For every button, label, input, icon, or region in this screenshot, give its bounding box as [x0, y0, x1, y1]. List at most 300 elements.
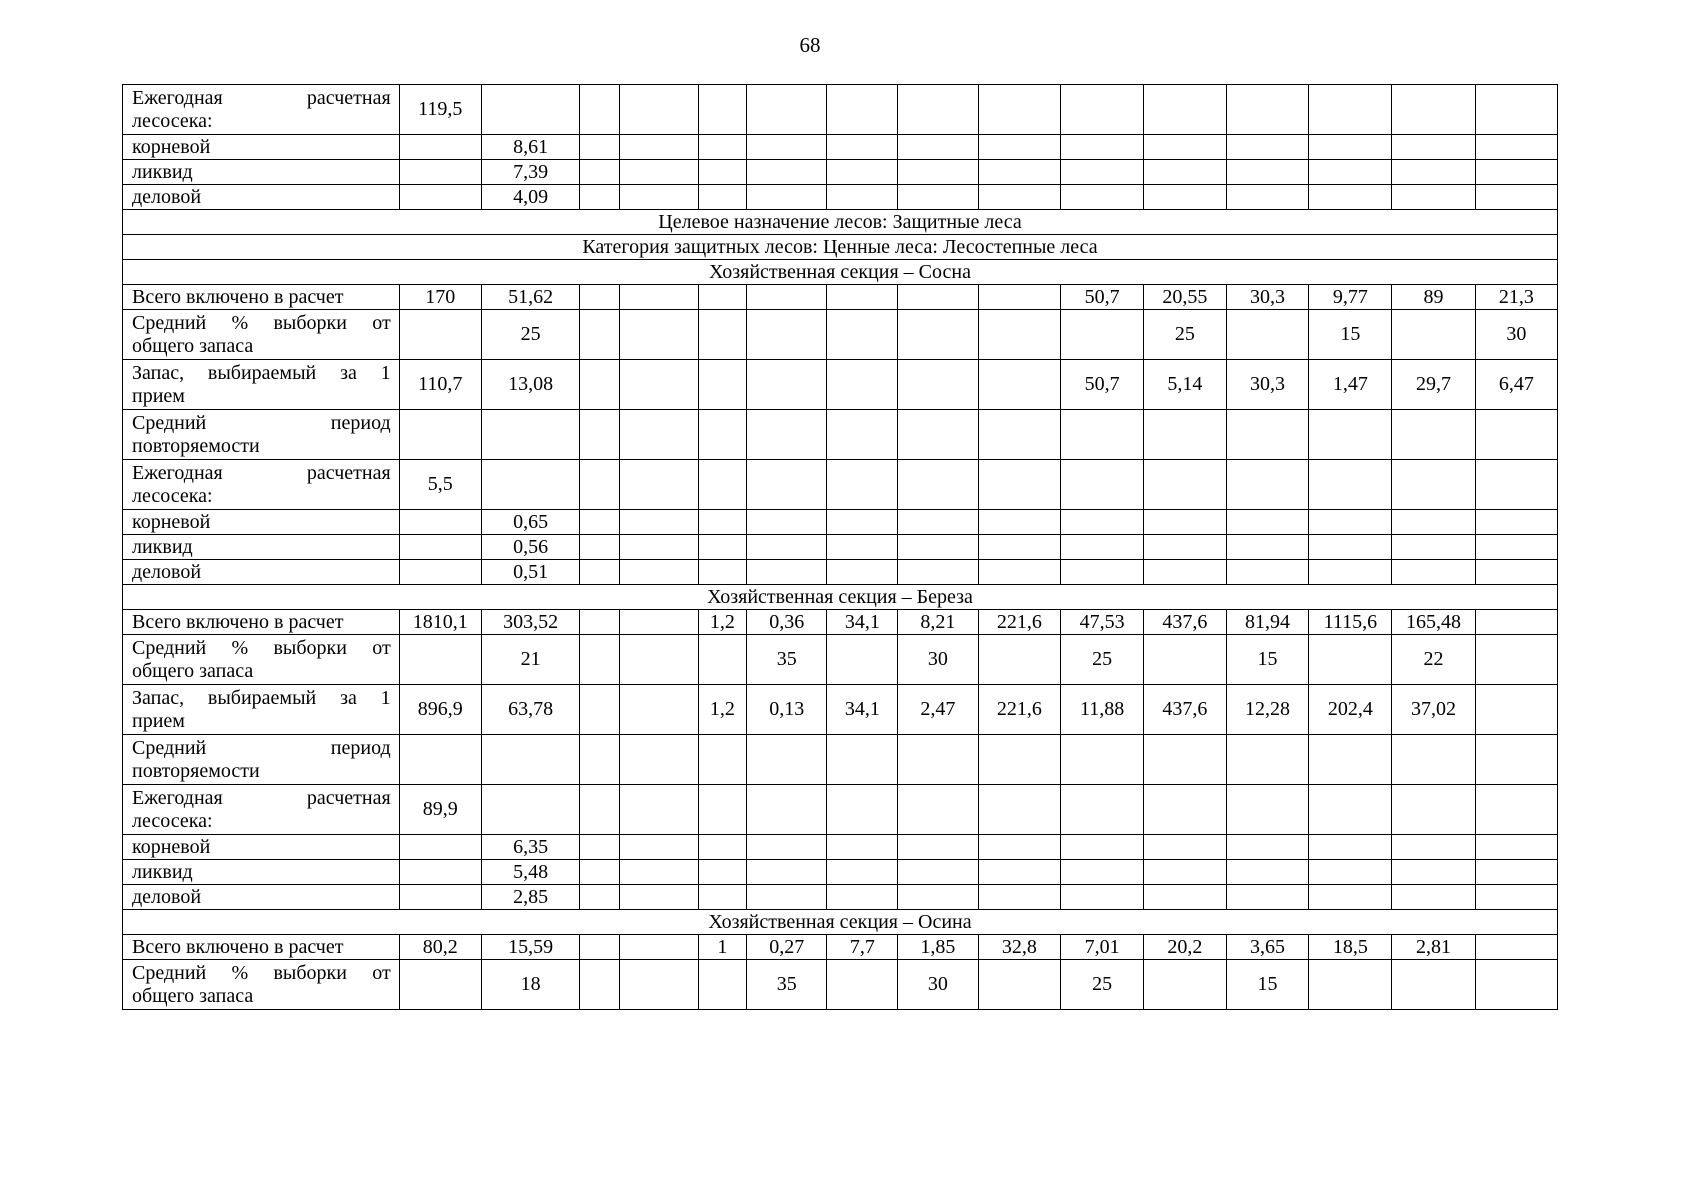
table-cell [827, 535, 898, 560]
table-cell [1226, 410, 1309, 460]
table-cell: 1 [698, 935, 746, 960]
table-cell: 50,7 [1061, 360, 1144, 410]
table-cell [619, 835, 698, 860]
table-cell [898, 735, 978, 785]
table-cell [1226, 510, 1309, 535]
row-label: Средний период повторяемости [123, 410, 400, 460]
row-label: деловой [123, 185, 400, 210]
table-cell [1392, 735, 1475, 785]
table-cell [827, 735, 898, 785]
table-cell: 0,51 [481, 560, 579, 585]
row-label: ликвид [123, 535, 400, 560]
table-cell: 170 [399, 285, 481, 310]
table-cell [580, 460, 620, 510]
table-row [123, 635, 1558, 685]
table-cell [1309, 835, 1392, 860]
table-cell [481, 85, 579, 135]
table-cell [827, 185, 898, 210]
table-cell [1143, 135, 1226, 160]
table-cell: 20,2 [1143, 935, 1226, 960]
table-cell [580, 735, 620, 785]
table-cell: 81,94 [1226, 610, 1309, 635]
table-cell: 35 [747, 960, 827, 1010]
table-cell [619, 460, 698, 510]
table-cell [580, 610, 620, 635]
table-cell [978, 410, 1061, 460]
table-cell [827, 160, 898, 185]
table-cell: 1,2 [698, 685, 746, 735]
table-cell: 34,1 [827, 610, 898, 635]
table-cell: 20,55 [1143, 285, 1226, 310]
table-cell [827, 510, 898, 535]
table-cell [698, 360, 746, 410]
table-cell: 63,78 [481, 685, 579, 735]
table-cell [827, 885, 898, 910]
row-label: Всего включено в расчет [123, 935, 400, 960]
table-cell [1143, 535, 1226, 560]
table-cell: 18 [481, 960, 579, 1010]
table-cell: 6,47 [1475, 360, 1557, 410]
table-cell [698, 560, 746, 585]
table-cell [1309, 535, 1392, 560]
table-cell [827, 285, 898, 310]
table-cell [1061, 160, 1144, 185]
table-cell [1475, 410, 1557, 460]
section-header-row [123, 235, 1558, 260]
table-cell: 7,7 [827, 935, 898, 960]
table-cell [978, 960, 1061, 1010]
table-cell [1392, 160, 1475, 185]
table-cell [827, 310, 898, 360]
table-cell: 0,13 [747, 685, 827, 735]
table-cell: 21,3 [1475, 285, 1557, 310]
table-cell [698, 735, 746, 785]
table-cell [898, 310, 978, 360]
table-cell: 29,7 [1392, 360, 1475, 410]
table-cell: 8,21 [898, 610, 978, 635]
table-cell [580, 960, 620, 1010]
table-cell [1226, 860, 1309, 885]
table-cell [580, 360, 620, 410]
table-cell: 34,1 [827, 685, 898, 735]
table-cell [698, 285, 746, 310]
table-cell [1392, 835, 1475, 860]
table-cell [1226, 135, 1309, 160]
table-cell [1061, 410, 1144, 460]
table-row [123, 135, 1558, 160]
table-cell: 5,48 [481, 860, 579, 885]
table-cell [619, 785, 698, 835]
table-cell: 0,56 [481, 535, 579, 560]
table-cell [619, 635, 698, 685]
table-row [123, 185, 1558, 210]
section-header: Категория защитных лесов: Ценные леса: Лесостепные леса [123, 235, 1558, 260]
table-cell: 80,2 [399, 935, 481, 960]
table-cell: 25 [1061, 960, 1144, 1010]
table-row [123, 835, 1558, 860]
table-cell [1143, 410, 1226, 460]
table-cell [698, 960, 746, 1010]
table-cell [1475, 685, 1557, 735]
table-cell [1475, 735, 1557, 785]
table-cell: 896,9 [399, 685, 481, 735]
table-cell [747, 285, 827, 310]
table-cell [481, 410, 579, 460]
table-row [123, 685, 1558, 735]
table-cell [1309, 785, 1392, 835]
table-cell [1226, 460, 1309, 510]
table-cell [978, 85, 1061, 135]
table-cell: 30,3 [1226, 285, 1309, 310]
table-cell [827, 835, 898, 860]
table-cell [399, 560, 481, 585]
table-cell [619, 310, 698, 360]
table-cell [827, 785, 898, 835]
table-cell [619, 610, 698, 635]
row-label: Ежегодная расчетная лесосека: [123, 85, 400, 135]
table-cell: 119,5 [399, 85, 481, 135]
table-cell: 32,8 [978, 935, 1061, 960]
row-label: деловой [123, 885, 400, 910]
table-cell: 51,62 [481, 285, 579, 310]
table-cell [580, 860, 620, 885]
table-cell: 11,88 [1061, 685, 1144, 735]
table-cell [580, 835, 620, 860]
table-cell [580, 635, 620, 685]
table-cell [978, 635, 1061, 685]
row-label: Ежегодная расчетная лесосека: [123, 460, 400, 510]
table-cell [698, 310, 746, 360]
table-cell: 15 [1226, 960, 1309, 1010]
table-cell [827, 360, 898, 410]
table-cell: 15,59 [481, 935, 579, 960]
table-cell [898, 410, 978, 460]
table-cell [898, 860, 978, 885]
table-row [123, 510, 1558, 535]
table-cell [1061, 860, 1144, 885]
table-cell [580, 510, 620, 535]
table-cell [1061, 735, 1144, 785]
table-cell [619, 410, 698, 460]
table-cell [1309, 185, 1392, 210]
table-cell [580, 310, 620, 360]
table-cell: 47,53 [1061, 610, 1144, 635]
section-header-row [123, 210, 1558, 235]
table-cell [898, 785, 978, 835]
table-cell [619, 360, 698, 410]
table-cell: 13,08 [481, 360, 579, 410]
table-cell [1226, 885, 1309, 910]
table-cell: 35 [747, 635, 827, 685]
table-cell: 221,6 [978, 610, 1061, 635]
table-cell [1475, 560, 1557, 585]
table-cell [1475, 510, 1557, 535]
table-cell [898, 360, 978, 410]
table-cell [1226, 185, 1309, 210]
table-cell: 25 [1061, 635, 1144, 685]
table-cell [481, 785, 579, 835]
table-cell: 437,6 [1143, 610, 1226, 635]
table-cell [898, 560, 978, 585]
table-cell [619, 860, 698, 885]
section-header-row [123, 910, 1558, 935]
section-header: Хозяйственная секция – Осина [123, 910, 1558, 935]
section-header-row [123, 260, 1558, 285]
table-cell [827, 460, 898, 510]
table-cell [399, 185, 481, 210]
table-row [123, 860, 1558, 885]
table-cell [1475, 185, 1557, 210]
row-label: Ежегодная расчетная лесосека: [123, 785, 400, 835]
table-cell [747, 310, 827, 360]
row-label: корневой [123, 135, 400, 160]
table-cell [399, 835, 481, 860]
table-cell [747, 460, 827, 510]
table-cell [399, 310, 481, 360]
table-cell [747, 860, 827, 885]
table-cell [1309, 510, 1392, 535]
table-cell [399, 885, 481, 910]
table-cell [1143, 160, 1226, 185]
table-cell: 30 [898, 960, 978, 1010]
forest-yield-table [122, 84, 1558, 1010]
table-cell [1392, 135, 1475, 160]
table-cell [747, 360, 827, 410]
table-cell [1061, 185, 1144, 210]
table-cell: 0,27 [747, 935, 827, 960]
table-row [123, 360, 1558, 410]
table-cell [698, 410, 746, 460]
table-cell [1226, 785, 1309, 835]
table-cell: 1,2 [698, 610, 746, 635]
table-cell [580, 935, 620, 960]
table-cell [698, 785, 746, 835]
table-row [123, 160, 1558, 185]
table-row [123, 310, 1558, 360]
table-cell [1226, 535, 1309, 560]
table-cell [1061, 135, 1144, 160]
table-cell [1475, 85, 1557, 135]
table-cell [580, 410, 620, 460]
table-cell [580, 160, 620, 185]
table-row [123, 535, 1558, 560]
table-cell [978, 360, 1061, 410]
table-cell [1143, 960, 1226, 1010]
table-cell [1061, 835, 1144, 860]
table-cell [1309, 735, 1392, 785]
table-cell [978, 160, 1061, 185]
table-cell: 2,47 [898, 685, 978, 735]
table-cell [978, 735, 1061, 785]
table-cell [399, 160, 481, 185]
row-label: Запас, выбираемый за 1 прием [123, 685, 400, 735]
table-cell: 25 [1143, 310, 1226, 360]
table-cell [978, 135, 1061, 160]
section-header: Хозяйственная секция – Сосна [123, 260, 1558, 285]
table-cell [580, 285, 620, 310]
table-cell [898, 85, 978, 135]
table-cell [481, 460, 579, 510]
table-cell [747, 735, 827, 785]
table-cell: 7,39 [481, 160, 579, 185]
table-cell [619, 535, 698, 560]
table-cell [698, 460, 746, 510]
table-cell: 18,5 [1309, 935, 1392, 960]
table-cell [1392, 410, 1475, 460]
table-cell [1475, 610, 1557, 635]
table-cell [619, 560, 698, 585]
table-cell: 7,01 [1061, 935, 1144, 960]
table-cell [898, 535, 978, 560]
table-cell [1475, 160, 1557, 185]
table-cell [1475, 835, 1557, 860]
table-cell [1475, 935, 1557, 960]
table-cell: 5,5 [399, 460, 481, 510]
table-cell [698, 85, 746, 135]
table-cell [1475, 135, 1557, 160]
table-cell [747, 785, 827, 835]
table-cell: 3,65 [1226, 935, 1309, 960]
table-cell [978, 535, 1061, 560]
table-cell: 4,09 [481, 185, 579, 210]
table-cell [619, 185, 698, 210]
table-cell: 1810,1 [399, 610, 481, 635]
table-cell [1392, 460, 1475, 510]
table-cell [399, 135, 481, 160]
table-cell [747, 535, 827, 560]
table-cell [747, 85, 827, 135]
table-cell [580, 685, 620, 735]
table-cell [698, 635, 746, 685]
table-cell [1392, 785, 1475, 835]
table-cell: 9,77 [1309, 285, 1392, 310]
table-cell [580, 85, 620, 135]
table-cell [1475, 635, 1557, 685]
row-label: деловой [123, 560, 400, 585]
row-label: Всего включено в расчет [123, 285, 400, 310]
table-cell [978, 560, 1061, 585]
table-cell [1309, 960, 1392, 1010]
table-cell [1061, 85, 1144, 135]
table-cell [698, 860, 746, 885]
table-cell [1226, 735, 1309, 785]
table-cell [698, 885, 746, 910]
table-cell [898, 835, 978, 860]
table-cell [698, 160, 746, 185]
table-cell [1475, 885, 1557, 910]
table-cell: 89 [1392, 285, 1475, 310]
table-cell [827, 85, 898, 135]
table-cell [580, 885, 620, 910]
table-cell [1143, 460, 1226, 510]
table-cell [580, 135, 620, 160]
table-cell: 6,35 [481, 835, 579, 860]
table-cell [978, 310, 1061, 360]
table-cell [1475, 785, 1557, 835]
row-label: ликвид [123, 860, 400, 885]
table-cell [1061, 510, 1144, 535]
table-cell [1061, 560, 1144, 585]
table-cell: 25 [481, 310, 579, 360]
table-cell [1061, 885, 1144, 910]
table-cell: 0,65 [481, 510, 579, 535]
table-cell: 110,7 [399, 360, 481, 410]
table-cell [827, 135, 898, 160]
table-cell [619, 510, 698, 535]
table-cell [978, 285, 1061, 310]
table-cell: 8,61 [481, 135, 579, 160]
table-cell [619, 85, 698, 135]
table-cell [827, 860, 898, 885]
table-cell [1392, 310, 1475, 360]
table-cell [698, 135, 746, 160]
row-label: Средний % выборки от общего запаса [123, 310, 400, 360]
table-cell: 1115,6 [1309, 610, 1392, 635]
table-cell [898, 185, 978, 210]
table-cell [1226, 310, 1309, 360]
table-cell [580, 560, 620, 585]
table-cell: 15 [1226, 635, 1309, 685]
table-row [123, 85, 1558, 135]
table-row [123, 560, 1558, 585]
table-cell [1392, 885, 1475, 910]
table-cell [619, 285, 698, 310]
table-cell [898, 135, 978, 160]
table-cell [1061, 460, 1144, 510]
table-cell [1061, 310, 1144, 360]
table-row [123, 610, 1558, 635]
table-cell: 221,6 [978, 685, 1061, 735]
table-cell: 165,48 [1392, 610, 1475, 635]
row-label: корневой [123, 835, 400, 860]
table-cell [827, 410, 898, 460]
table-cell [1392, 85, 1475, 135]
section-header: Целевое назначение лесов: Защитные леса [123, 210, 1558, 235]
table-cell [747, 185, 827, 210]
table-cell: 1,85 [898, 935, 978, 960]
table-cell [747, 135, 827, 160]
table-cell [978, 785, 1061, 835]
table-cell [1226, 835, 1309, 860]
table-cell [580, 785, 620, 835]
table-cell: 89,9 [399, 785, 481, 835]
table-cell [978, 885, 1061, 910]
table-cell [978, 510, 1061, 535]
table-cell [898, 510, 978, 535]
table-cell [747, 835, 827, 860]
table-cell: 30 [1475, 310, 1557, 360]
table-cell [978, 835, 1061, 860]
table-cell [619, 960, 698, 1010]
row-label: Всего включено в расчет [123, 610, 400, 635]
table-cell [1143, 860, 1226, 885]
table-cell [1143, 560, 1226, 585]
table-cell [747, 410, 827, 460]
table-cell [898, 160, 978, 185]
table-cell: 2,81 [1392, 935, 1475, 960]
table-cell [399, 635, 481, 685]
table-cell [698, 535, 746, 560]
table-row [123, 410, 1558, 460]
table-cell [1226, 85, 1309, 135]
table-cell [827, 635, 898, 685]
row-label: Запас, выбираемый за 1 прием [123, 360, 400, 410]
table-cell [1309, 410, 1392, 460]
table-cell [978, 460, 1061, 510]
table-cell [1143, 885, 1226, 910]
page-number: 68 [799, 33, 821, 57]
row-label: Средний период повторяемости [123, 735, 400, 785]
